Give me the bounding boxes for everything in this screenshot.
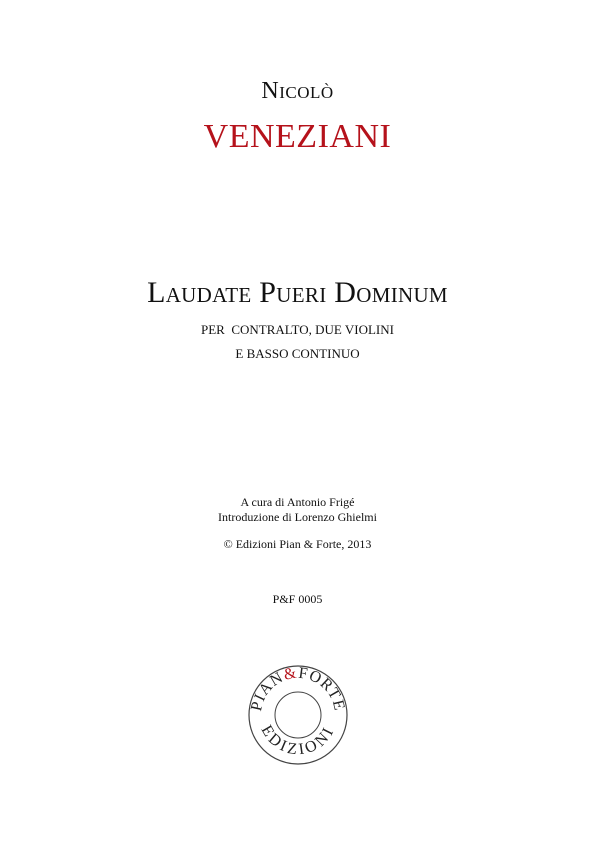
catalog-number: P&F 0005 <box>272 592 323 606</box>
editor-credit: A cura di Antonio Frigé <box>240 495 355 509</box>
introduction-credit: Introduzione di Lorenzo Ghielmi <box>218 510 377 524</box>
seal-top-text <box>248 665 348 713</box>
copyright-notice: © Edizioni Pian & Forte, 2013 <box>223 537 372 551</box>
seal-inner-ring <box>275 692 321 738</box>
seal-ampersand: & <box>282 664 299 684</box>
seal-top-word: PIAN <box>248 668 287 713</box>
seal-bottom-text: EDIZIONI <box>257 722 339 759</box>
publisher-seal-logo <box>247 664 349 766</box>
work-title: Laudate Pueri Dominum <box>147 276 448 309</box>
composer-last-name: VENEZIANI <box>203 118 392 155</box>
composer-first-name: Nicolò <box>261 78 334 104</box>
work-subtitle-line-1: PER CONTRALTO, DUE VIOLINI <box>201 322 394 337</box>
work-subtitle-line-2: E BASSO CONTINUO <box>235 346 360 361</box>
seal-top-word: FORTE <box>297 664 348 713</box>
